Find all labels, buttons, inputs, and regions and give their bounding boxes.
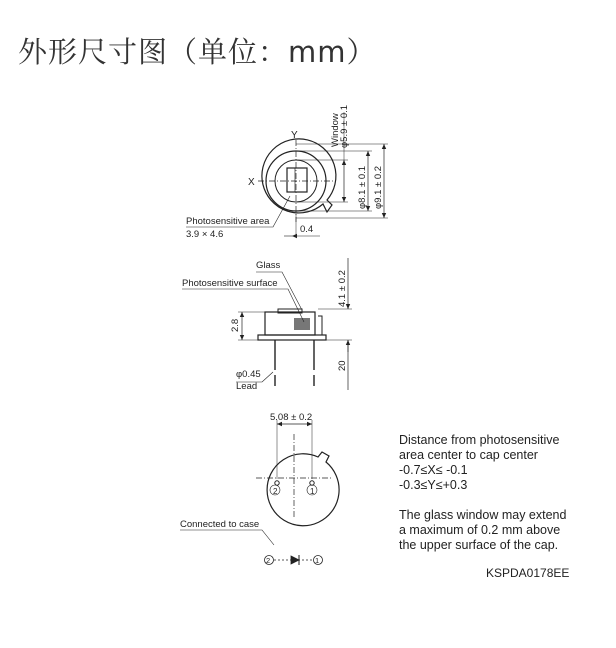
lead-dia-text: φ0.45: [236, 369, 261, 380]
lead-label: Lead: [236, 381, 258, 392]
height-cap-text: 4.1 ± 0.2: [337, 270, 348, 307]
axis-x-label: X: [248, 177, 255, 188]
glass-label: Glass: [256, 260, 281, 271]
pin-2-number: 2: [273, 487, 278, 496]
photosensitive-area: [287, 168, 307, 192]
diode-symbol: [291, 556, 299, 564]
bottom-outline: [267, 452, 339, 526]
window-label: Window: [330, 113, 341, 147]
note-line: a maximum of 0.2 mm above: [399, 523, 561, 537]
tab-dim-text: 0.4: [300, 224, 314, 235]
photo-area-size: 3.9 × 4.6: [186, 229, 224, 240]
pin-2: [275, 481, 279, 485]
surface-leader: [182, 289, 304, 322]
case-leader: [180, 530, 274, 545]
note-line: the upper surface of the cap.: [399, 538, 559, 552]
flange-dim-text: φ9.1 ± 0.2: [373, 165, 384, 209]
lead-length-text: 20: [337, 360, 348, 371]
pin-1-number: 1: [310, 487, 315, 496]
note-line: -0.7≤X≤ -0.1: [399, 463, 468, 477]
note-line: area center to cap center: [399, 448, 538, 462]
photo-area-label: Photosensitive area: [186, 216, 270, 227]
page-title: 外形尺寸图（单位：mm）: [18, 35, 377, 69]
window-dim-text: φ5.9 ± 0.1: [339, 104, 350, 148]
note-line: The glass window may extend: [399, 508, 567, 522]
schematic-pin-1: 1: [315, 556, 320, 565]
pin-1: [310, 481, 314, 485]
pitch-dim-text: 5.08 ± 0.2: [270, 412, 313, 423]
side-flange: [258, 335, 326, 340]
drawing-code: KSPDA0178EE: [486, 566, 570, 580]
body-height-text: 2.8: [230, 318, 241, 332]
axis-y-label: Y: [291, 130, 298, 141]
surface-label: Photosensitive surface: [182, 278, 278, 289]
bottom-view: [180, 420, 339, 565]
notes-block: [399, 433, 566, 553]
schematic-pin-2: 2: [266, 556, 271, 565]
note-line: -0.3≤Y≤+0.3: [399, 478, 468, 492]
case-label: Connected to case: [180, 519, 260, 530]
cap-dim-text: φ8.1 ± 0.1: [357, 165, 368, 209]
note-line: Distance from photosensitive: [399, 433, 560, 447]
